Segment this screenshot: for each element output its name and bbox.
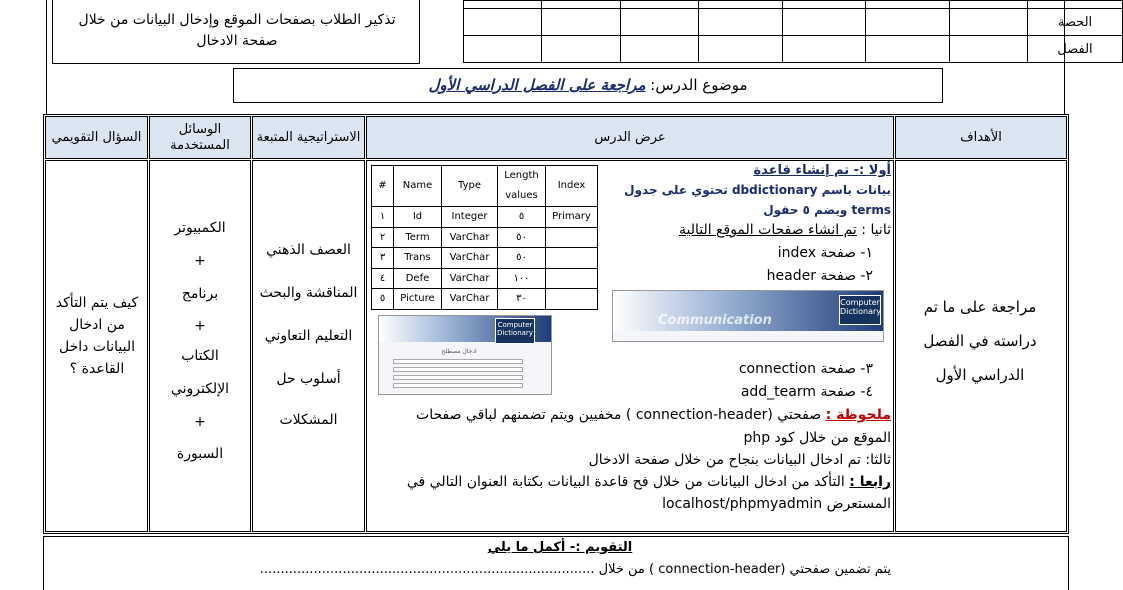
form-field bbox=[393, 367, 523, 372]
objectives-text: مراجعة على ما تم دراسته في الفصل الدراسي الأول bbox=[923, 298, 1037, 384]
lesson-page-item: ١- صفحة index bbox=[777, 245, 873, 261]
tool-plus: + bbox=[194, 253, 206, 269]
strategy-item: المشكلات bbox=[279, 412, 338, 428]
period-label: الحصة bbox=[1028, 9, 1123, 36]
header-question: السؤال التقويمي bbox=[45, 116, 148, 159]
tool-item: برنامج bbox=[181, 286, 219, 302]
computer-dictionary-logo: Computer Dictionary bbox=[839, 295, 881, 325]
form-field bbox=[393, 359, 523, 364]
table-row: ٥ Picture VarChar ٣٠ bbox=[372, 289, 598, 310]
lesson-first-line3: terms ويضم ٥ حقول bbox=[763, 203, 891, 217]
left-page-border bbox=[46, 0, 47, 114]
field-col-length: Length values bbox=[498, 166, 546, 207]
strategy-item: التعليم التعاوني bbox=[264, 328, 353, 344]
question-text: كيف يتم التأكد من ادخال البيانات داخل القاعدة ؟ bbox=[55, 295, 139, 377]
strategy-item: المناقشة والبحث bbox=[259, 285, 358, 301]
lesson-subject-label: موضوع الدرس: bbox=[650, 76, 748, 94]
lesson-page-item: ٤- صفحة add_tearm bbox=[740, 384, 873, 400]
strategy-item: أسلوب حل bbox=[276, 371, 341, 387]
table-row: ٤ Defe VarChar ١٠٠ bbox=[372, 268, 598, 289]
field-col-name: Name bbox=[394, 166, 442, 207]
lesson-fourth-line2: المستعرض localhost/phpmyadmin bbox=[662, 496, 891, 512]
tool-item: الإلكتروني bbox=[170, 381, 230, 397]
form-field bbox=[393, 375, 523, 380]
field-col-number: # bbox=[372, 166, 394, 207]
lesson-page-item: ٣- صفحة connection bbox=[738, 361, 873, 377]
lesson-second-title: ثانيا : تم انشاء صفحات الموقع التالية bbox=[678, 222, 891, 238]
table-row: ٢ Term VarChar ٥٠ bbox=[372, 227, 598, 248]
lesson-note-line2: الموقع من خلال كود php bbox=[743, 430, 891, 446]
form-field bbox=[393, 383, 523, 388]
table-row: ٣ Trans VarChar ٥٠ bbox=[372, 248, 598, 269]
tool-plus: + bbox=[194, 318, 206, 334]
lesson-page-item: ٢- صفحة header bbox=[766, 268, 873, 284]
tools-cell bbox=[149, 160, 251, 532]
lesson-first-title: أولا :- تم إنشاء قاعدة bbox=[753, 163, 891, 178]
header-objectives: الأهداف bbox=[895, 116, 1067, 159]
lesson-note: ملحوظة : صفحتي (connection-header ) مخفيين ويتم تضمنهم لباقي صفحات bbox=[416, 407, 891, 423]
header-presentation: عرض الدرس bbox=[366, 116, 894, 159]
field-col-type: Type bbox=[442, 166, 498, 207]
evaluation-question: يتم تضمين صفحتي (connection-header ) من خلال ................................................................................. bbox=[259, 562, 891, 577]
lesson-third: ثالثا: تم ادخال البيانات بنجاح من خلال صفحة الادخال bbox=[588, 452, 891, 468]
add-term-page-screenshot bbox=[378, 315, 552, 395]
tool-item: الكتاب bbox=[181, 348, 219, 364]
lesson-fourth: رابعا : التأكد من ادخال البيانات من خلال فح قاعدة البيانات بكتابة العنوان التالي في bbox=[406, 474, 891, 490]
lesson-first-line2: بيانات باسم dbdictionary تحتوي على جدول bbox=[624, 183, 891, 197]
previous-knowledge-text: تذكير الطلاب بصفحات الموقع وإدخال البيانات من خلال صفحة الادخال bbox=[78, 12, 396, 49]
banner-word: Communication bbox=[658, 313, 772, 328]
field-col-index: Index bbox=[546, 166, 598, 207]
lesson-subject-topic: مراجعة على الفصل الدراسي الأول bbox=[428, 76, 646, 94]
strategy-item: العصف الذهني bbox=[266, 242, 351, 258]
terms-fields-table bbox=[371, 165, 598, 310]
form-title: ادخال مصطلح bbox=[441, 348, 477, 355]
strategy-cell bbox=[252, 160, 365, 532]
header-strategy: الاستراتيجية المتبعة bbox=[252, 116, 365, 159]
schedule-grid bbox=[463, 0, 1123, 63]
computer-dictionary-logo: Computer Dictionary bbox=[495, 318, 535, 344]
tool-item: السبورة bbox=[176, 446, 224, 462]
header-tools: الوسائل المستخدمة bbox=[149, 116, 251, 159]
tool-plus: + bbox=[194, 414, 206, 430]
tool-item: الكمبيوتر bbox=[174, 220, 226, 236]
header-page-screenshot bbox=[612, 290, 884, 342]
evaluation-title: التقويم :- أكمل ما يلي bbox=[487, 540, 633, 555]
lesson-subject bbox=[233, 76, 943, 94]
class-label: الفصل bbox=[1028, 36, 1123, 63]
table-row: ١ Id Integer ٥ Primary bbox=[372, 207, 598, 228]
